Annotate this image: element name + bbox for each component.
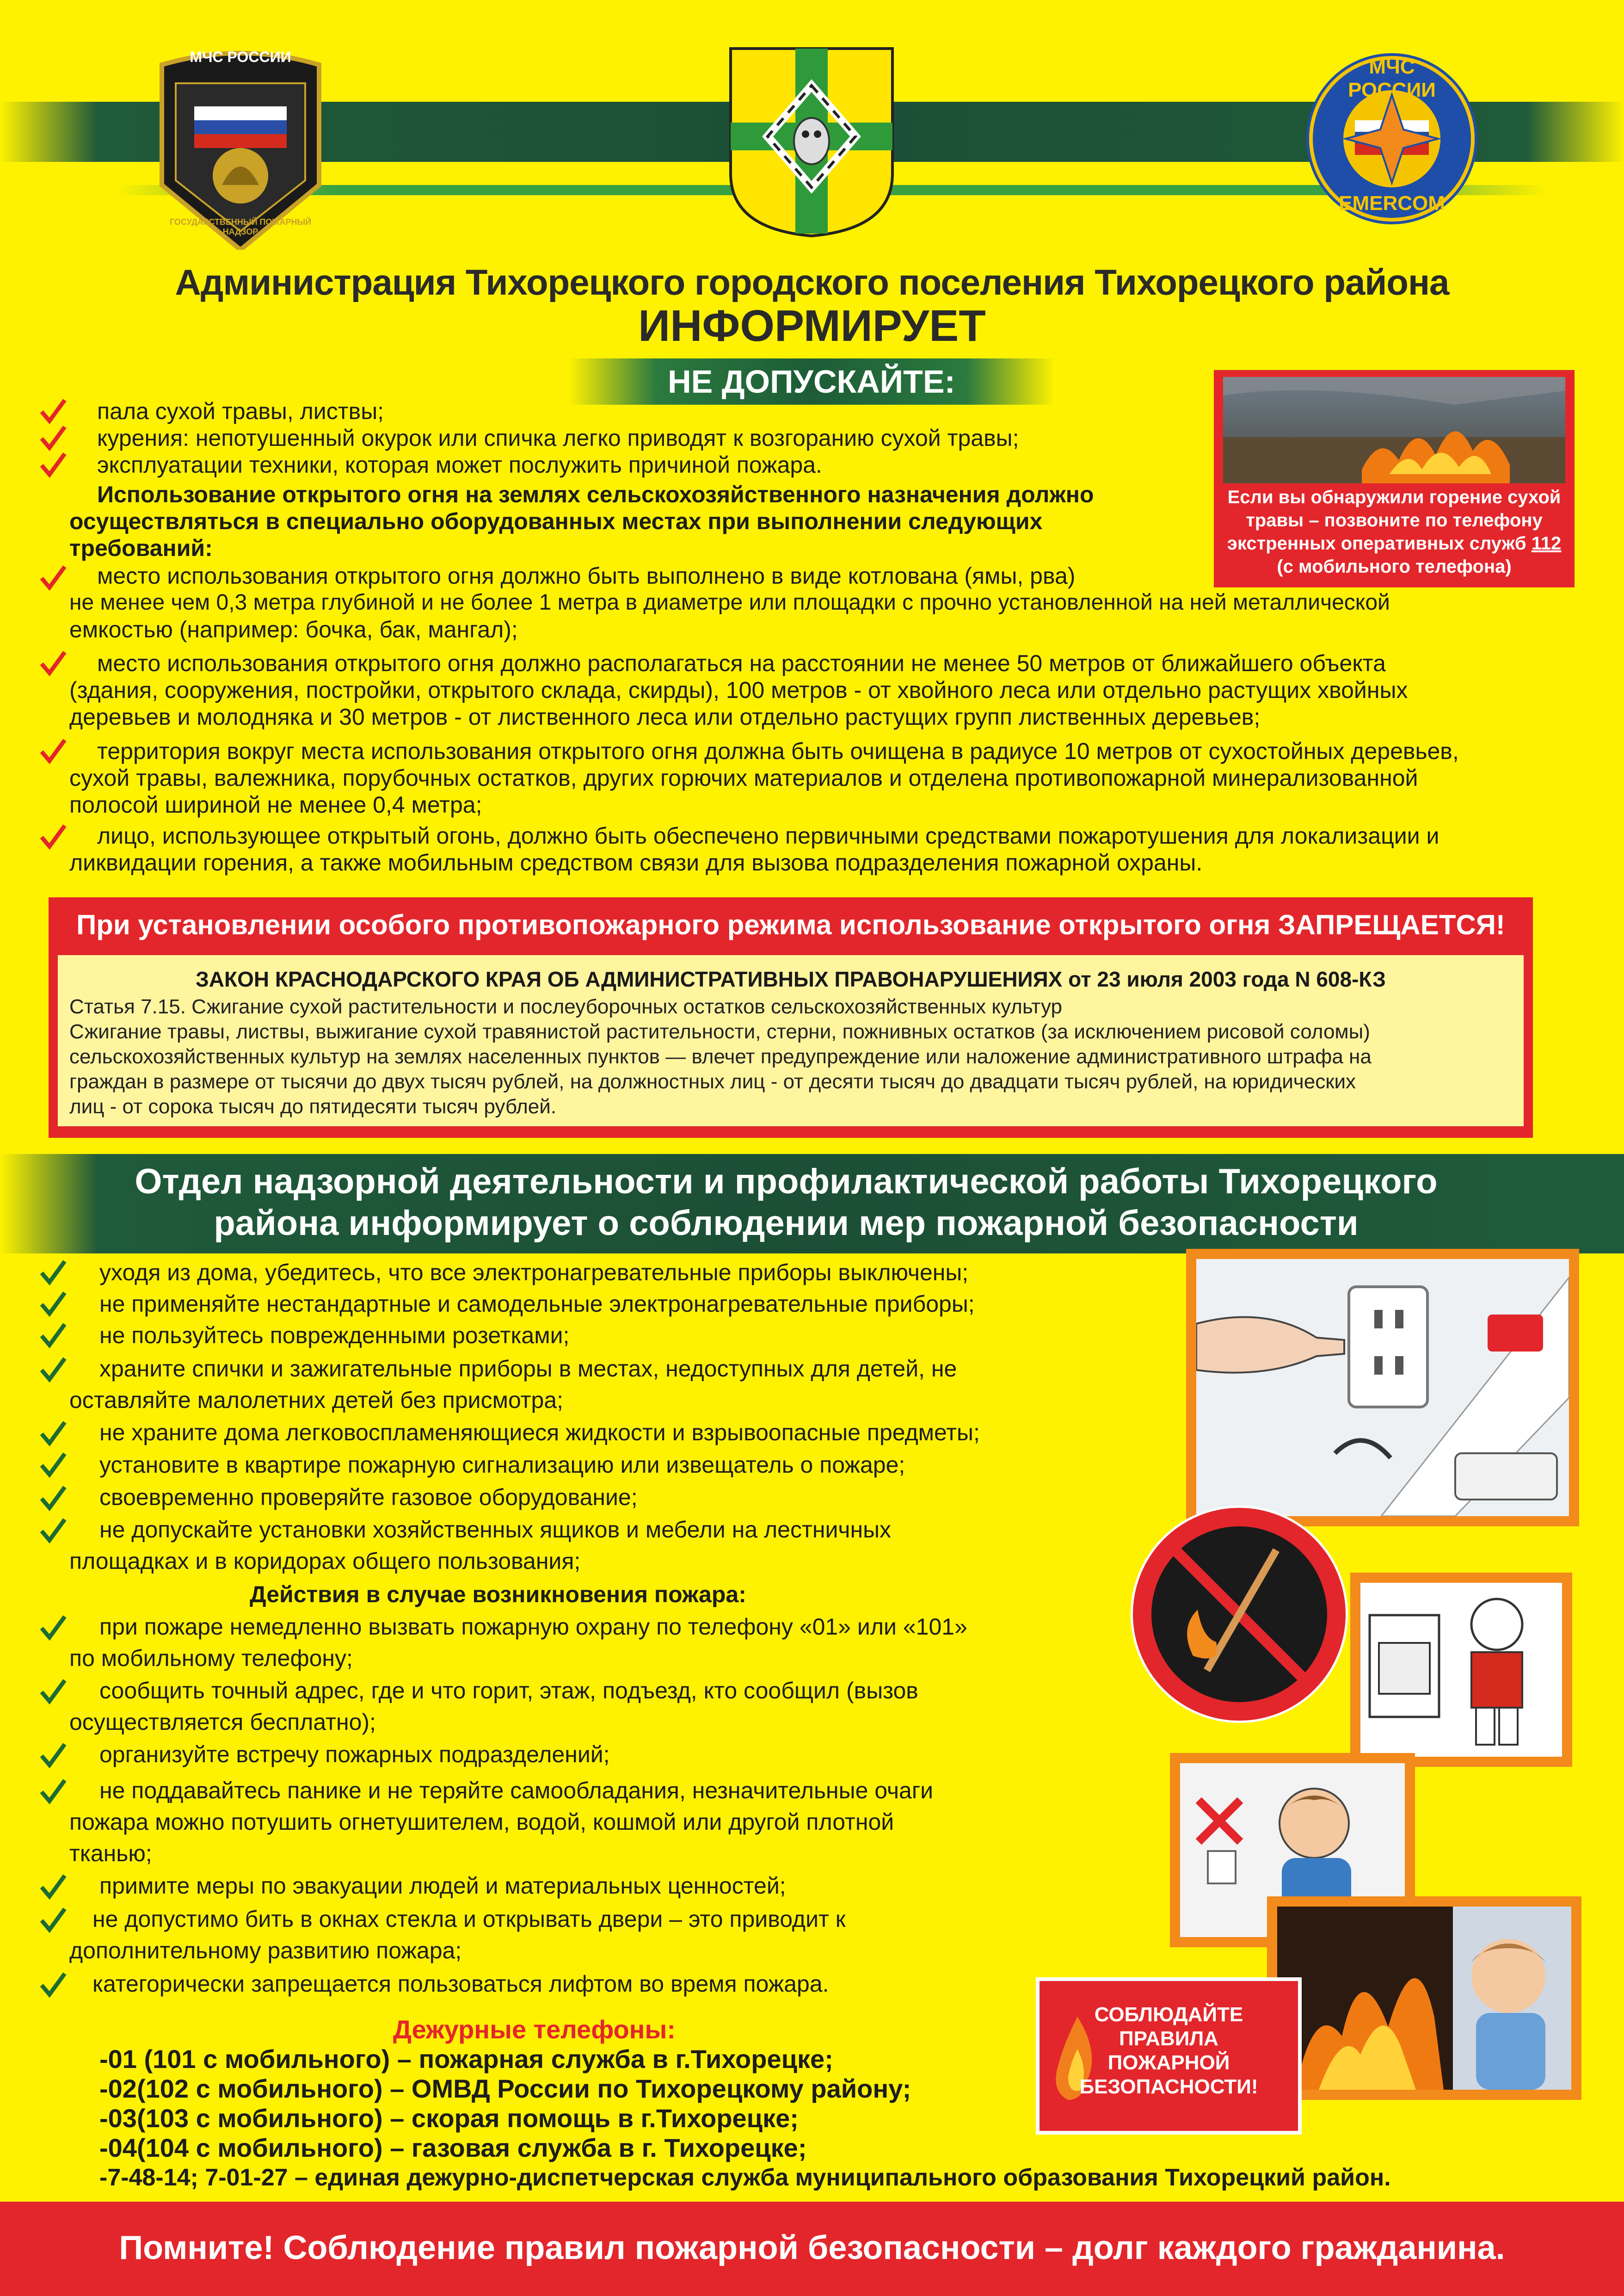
special-regime-title: При установлении особого противопожарного режима использование открытого огня ЗАПРЕЩАЕТСЯ!: [76, 909, 1505, 940]
safety-item-7: своевременно проверяйте газовое оборудование;: [99, 1484, 638, 1510]
fire-actions-heading: Действия в случае возникновения пожара:: [250, 1581, 746, 1607]
reminder-line-2: ПРАВИЛА: [1119, 2027, 1218, 2050]
red-check-icon: [39, 398, 67, 426]
emblem-left-ring-text: ГОСУДАРСТВЕННЫЙ ПОЖАРНЫЙ НАДЗОР: [169, 217, 312, 236]
do-not-allow-label: НЕ ДОПУСКАЙТЕ:: [668, 364, 955, 400]
emblem-left-title: МЧС РОССИИ: [190, 49, 291, 65]
supervision-department-title: [69, 1161, 1503, 1244]
action-4-line-1: не поддавайтесь панике и не теряйте самообладания, незначительные очаги: [99, 1778, 934, 1803]
fire-safety-reminder-text: [1036, 2003, 1302, 2099]
safety-item-3: не пользуйтесь поврежденными розетками;: [99, 1322, 570, 1348]
green-check-icon: [39, 1322, 67, 1350]
safety-item-8-line-2: площадках и в коридорах общего пользования;: [69, 1548, 581, 1574]
fire-warning-line-3: экстренных оперативных служб: [1227, 533, 1526, 554]
requirement-3-line-3: полосой шириной не менее 0,4 метра;: [69, 792, 482, 818]
requirement-1-line-2: не менее чем 0,3 метра глубиной и не более 1 метра в диаметре или площадки с прочно установленной на ней металлической: [69, 590, 1390, 615]
requirements-heading-1: Использование открытого огня на землях сельскохозяйственного назначения должно: [97, 481, 1094, 507]
green-check-icon: [39, 1517, 67, 1545]
action-1-line-1: при пожаре немедленно вызвать пожарную охрану по телефону «01» или «101»: [99, 1614, 967, 1640]
requirement-3-line-1: территория вокруг места использования открытого огня должна быть очищена в радиусе 10 метров от сухостойных деревьев,: [97, 738, 1459, 764]
red-check-icon: [39, 823, 67, 851]
duty-phone-2: -02(102 с мобильного) – ОМВД России по Тихорецкому району;: [99, 2074, 911, 2103]
fire-warning-line-2: травы – позвоните по телефону: [1246, 510, 1543, 531]
duty-phone-1: -01 (101 с мобильного) – пожарная служба в г.Тихорецке;: [99, 2044, 833, 2074]
dont-item-3: эксплуатации техники, которая может послужить причиной пожара.: [97, 452, 822, 478]
action-4-line-3: тканью;: [69, 1840, 152, 1866]
fire-warning-line-1: Если вы обнаружили горение сухой: [1227, 487, 1561, 507]
requirement-1-line-1: место использования открытого огня должно быть выполнено в виде котлована (ямы, рва): [97, 563, 1076, 589]
safety-item-6: установите в квартире пожарную сигнализацию или извещатель о пожаре;: [99, 1452, 905, 1478]
emblem-right-bottom-text: EMERCOM: [1339, 192, 1445, 215]
green-check-icon: [39, 1451, 67, 1479]
green-check-icon: [39, 1778, 67, 1806]
dont-item-1: пала сухой травы, листвы;: [97, 398, 384, 424]
action-2-line-2: осуществляется бесплатно);: [69, 1709, 376, 1735]
reminder-line-1: СОБЛЮДАЙТЕ: [1094, 2003, 1243, 2026]
law-line-4: граждан в размере от тысячи до двух тысяч рублей, на должностных лиц - от десяти тысяч до двадцати тысяч рублей, на юридических: [69, 1070, 1356, 1093]
green-check-icon: [39, 1259, 67, 1287]
red-check-icon: [39, 564, 67, 592]
red-check-icon: [39, 451, 67, 479]
emblem-right-top-text: МЧС РОССИИ: [1348, 56, 1436, 101]
safety-item-1: уходя из дома, убедитесь, что все электронагревательные приборы выключены;: [99, 1259, 969, 1285]
administration-title: Администрация Тихорецкого городского поселения Тихорецкого района: [175, 262, 1449, 302]
requirement-4-line-1: лицо, использующее открытый огонь, должно быть обеспечено первичными средствами пожаротушения для локализации и: [97, 823, 1439, 849]
duty-phone-3: -03(103 с мобильного) – скорая помощь в г.Тихорецке;: [99, 2104, 799, 2133]
informs-heading: ИНФОРМИРУЕТ: [638, 301, 986, 351]
red-check-icon: [39, 738, 67, 765]
duty-phone-5: -7-48-14; 7-01-27 – единая дежурно-диспетчерская служба муниципального образования Тихорецкий район.: [99, 2164, 1391, 2191]
reminder-line-3: ПОЖАРНОЙ: [1107, 2051, 1230, 2074]
law-text: [69, 994, 1512, 1119]
safety-item-8-line-1: не допускайте установки хозяйственных ящиков и мебели на лестничных: [99, 1517, 892, 1543]
red-check-icon: [39, 650, 67, 678]
requirement-2-line-1: место использования открытого огня должно располагаться на расстоянии не менее 50 метров от ближайшего объекта: [97, 650, 1386, 676]
duty-phones-heading: Дежурные телефоны:: [393, 2015, 676, 2044]
action-6-line-2: дополнительному развитию пожара;: [69, 1938, 462, 1963]
requirement-2-line-2: (здания, сооружения, постройки, открытого склада, скирды), 100 метров - от хвойного леса или отдельно растущих хвойных: [69, 677, 1408, 703]
law-line-1: Статья 7.15. Сжигание сухой растительности и послеуборочных остатков сельскохозяйственных культур: [69, 995, 1062, 1018]
green-check-icon: [39, 1356, 67, 1384]
green-check-icon: [39, 1742, 67, 1770]
action-3: организуйте встречу пожарных подразделений;: [99, 1741, 610, 1767]
footer-slogan: Помните! Соблюдение правил пожарной безопасности – долг каждого гражданина.: [119, 2229, 1505, 2266]
green-check-icon: [39, 1971, 67, 1999]
law-line-2: Сжигание травы, листвы, выжигание сухой травянистой растительности, стерни, пожнивных остатков (за исключением рисовой соломы): [69, 1020, 1370, 1043]
socket-and-plug-illustration: [1196, 1259, 1569, 1516]
safety-item-4-line-2: оставляйте малолетних детей без присмотра;: [69, 1387, 564, 1413]
emergency-number: 112: [1531, 533, 1562, 554]
action-4-line-2: пожара можно потушить огнетушителем, водой, кошмой или другой плотной: [69, 1809, 894, 1835]
child-in-fire-illustration: [1277, 1907, 1571, 2090]
red-check-icon: [39, 425, 67, 452]
electrical-safety-picture: [1186, 1249, 1579, 1526]
law-line-3: сельскохозяйственных культур на землях населенных пунктов — влечет предупреждение или наложение административного штрафа на: [69, 1045, 1372, 1068]
safety-item-4-line-1: храните спички и зажигательные приборы в местах, недоступных для детей, не: [99, 1356, 957, 1382]
green-check-icon: [39, 1873, 67, 1901]
requirements-heading-3: требований:: [69, 535, 213, 561]
action-1-line-2: по мобильному телефону;: [69, 1645, 353, 1671]
duty-phone-4: -04(104 с мобильного) – газовая служба в г. Тихорецке;: [99, 2133, 807, 2162]
safety-item-5: не храните дома легковоспламеняющиеся жидкости и взрывоопасные предметы;: [99, 1420, 980, 1445]
requirements-heading-2: осуществляться в специально оборудованных местах при выполнении следующих: [69, 508, 1043, 534]
fire-warning-line-4: (с мобильного телефона): [1277, 556, 1512, 577]
action-7: категорически запрещается пользоваться лифтом во время пожара.: [92, 1971, 829, 1997]
green-check-icon: [39, 1614, 67, 1642]
city-coat-of-arms-icon: [726, 44, 897, 238]
requirement-4-line-2: ликвидации горения, а также мобильным средством связи для вызова подразделения пожарной охраны.: [69, 850, 1203, 876]
supervision-title-line-1: Отдел надзорной деятельности и профилактической работы Тихорецкого: [135, 1162, 1438, 1201]
dont-item-2: курения: непотушенный окурок или спичка легко приводят к возгоранию сухой травы;: [97, 425, 1019, 451]
requirement-1-line-3: емкостью (например: бочка, бак, мангал);: [69, 617, 518, 642]
reminder-line-4: БЕЗОПАСНОСТИ!: [1079, 2075, 1258, 2098]
green-check-icon: [39, 1485, 67, 1512]
supervision-title-line-2: района информирует о соблюдении мер пожарной безопасности: [214, 1204, 1359, 1243]
action-2-line-1: сообщить точный адрес, где и что горит, этаж, подъезд, кто сообщил (вызов: [99, 1678, 918, 1703]
law-line-5: лиц - от сорока тысяч до пятидесяти тысяч рублей.: [69, 1095, 557, 1118]
green-check-icon: [39, 1290, 67, 1318]
gas-stove-picture: [1350, 1573, 1572, 1767]
gas-stove-illustration: [1360, 1583, 1562, 1757]
child-fire-picture: [1267, 1896, 1581, 2100]
requirement-3-line-2: сухой травы, валежника, порубочных остатков, других горючих материалов и отделена противопожарной минерализованной: [69, 765, 1418, 791]
law-title: ЗАКОН КРАСНОДАРСКОГО КРАЯ ОБ АДМИНИСТРАТИВНЫХ ПРАВОНАРУШЕНИЯХ от 23 июля 2003 года N 608-КЗ: [195, 967, 1386, 991]
green-check-icon: [39, 1678, 67, 1706]
safety-item-2: не применяйте нестандартные и самодельные электронагревательные приборы;: [99, 1291, 975, 1317]
green-check-icon: [39, 1907, 67, 1934]
requirement-2-line-3: деревьев и молодняка и 30 метров - от лиственного леса или отдельно растущих групп лиственных деревьев;: [69, 704, 1261, 730]
green-check-icon: [39, 1420, 67, 1448]
action-5: примите меры по эвакуации людей и материальных ценностей;: [99, 1873, 786, 1899]
action-6-line-1: не допустимо бить в окнах стекла и открывать двери – это приводит к: [92, 1906, 846, 1932]
